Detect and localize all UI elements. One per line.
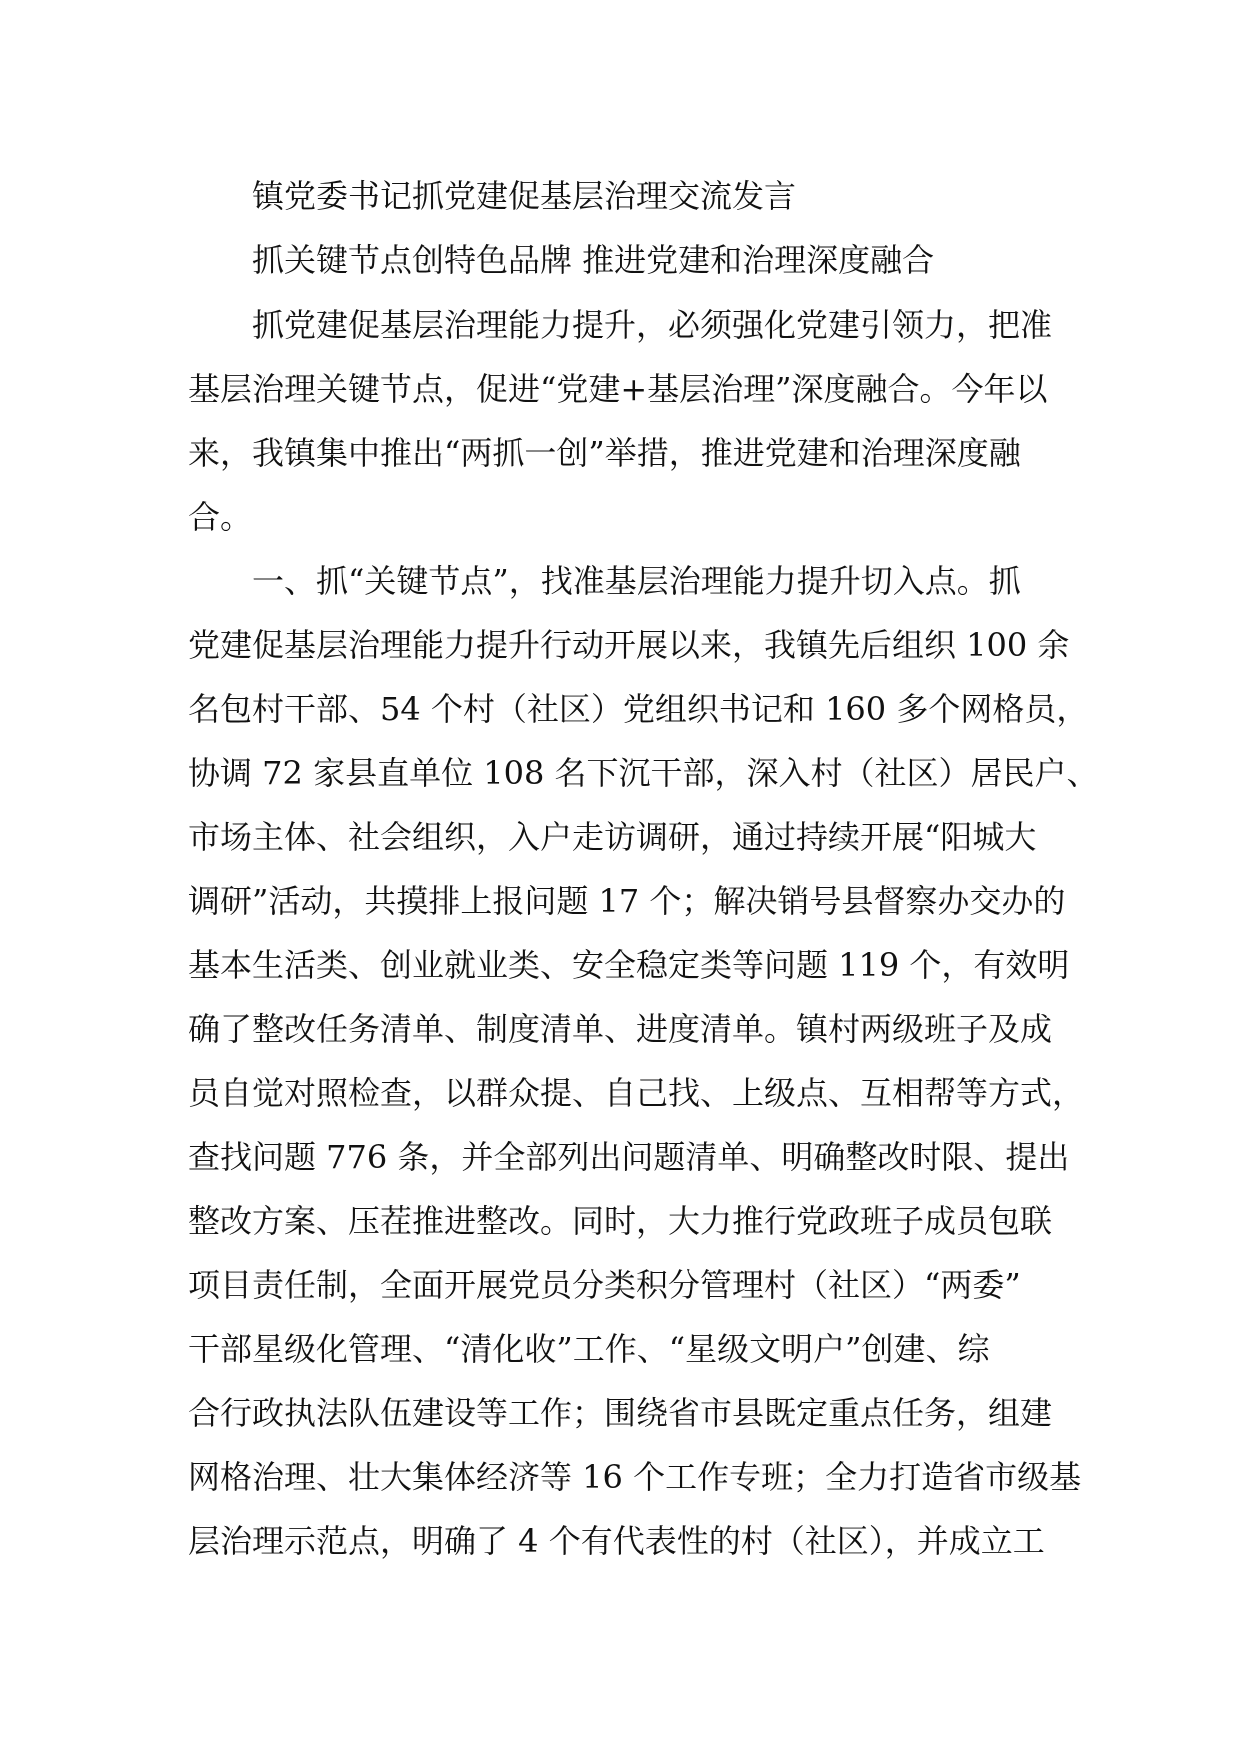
paragraph-line: 网格治理、壮大集体经济等 16 个工作专班；全力打造省市级基: [188, 1458, 1082, 1496]
paragraph-line: 合。: [188, 498, 253, 536]
paragraph-line: 协调 72 家县直单位 108 名下沉干部，深入村（社区）居民户、: [188, 754, 1099, 792]
paragraph-line: 干部星级化管理、“清化收”工作、“星级文明户”创建、综: [188, 1330, 990, 1368]
paragraph-line: 合行政执法队伍建设等工作；围绕省市县既定重点任务，组建: [188, 1394, 1053, 1432]
paragraph-line: 基层治理关键节点，促进“党建+基层治理”深度融合。今年以: [188, 370, 1048, 408]
paragraph-line: 员自觉对照检查，以群众提、自己找、上级点、互相帮等方式，: [188, 1074, 1085, 1112]
paragraph-line: 名包村干部、54 个村（社区）党组织书记和 160 多个网格员，: [188, 690, 1089, 728]
paragraph-line: 市场主体、社会组织，入户走访调研，通过持续开展“阳城大: [188, 818, 1037, 856]
paragraph-line: 来，我镇集中推出“两抓一创”举措，推进党建和治理深度融: [188, 434, 1021, 472]
paragraph-line: 整改方案、压茬推进整改。同时，大力推行党政班子成员包联: [188, 1202, 1053, 1240]
paragraph-line: 确了整改任务清单、制度清单、进度清单。镇村两级班子及成: [188, 1010, 1053, 1048]
paragraph-line: 抓党建促基层治理能力提升，必须强化党建引领力，把准: [252, 306, 1053, 344]
paragraph-line: 项目责任制，全面开展党员分类积分管理村（社区）“两委”: [188, 1266, 1021, 1304]
paragraph-line: 基本生活类、创业就业类、安全稳定类等问题 119 个，有效明: [188, 946, 1070, 984]
paragraph-line: 党建促基层治理能力提升行动开展以来，我镇先后组织 100 余: [188, 626, 1070, 664]
document-title: 镇党委书记抓党建促基层治理交流发言: [252, 177, 797, 215]
document-subtitle: 抓关键节点创特色品牌 推进党建和治理深度融合: [252, 241, 935, 279]
paragraph-line: 层治理示范点，明确了 4 个有代表性的村（社区），并成立工: [188, 1522, 1045, 1560]
paragraph-line: 一、抓“关键节点”，找准基层治理能力提升切入点。抓: [252, 562, 1021, 600]
paragraph-line: 查找问题 776 条，并全部列出问题清单、明确整改时限、提出: [188, 1138, 1070, 1176]
paragraph-line: 调研”活动，共摸排上报问题 17 个；解决销号县督察办交办的: [188, 882, 1066, 920]
